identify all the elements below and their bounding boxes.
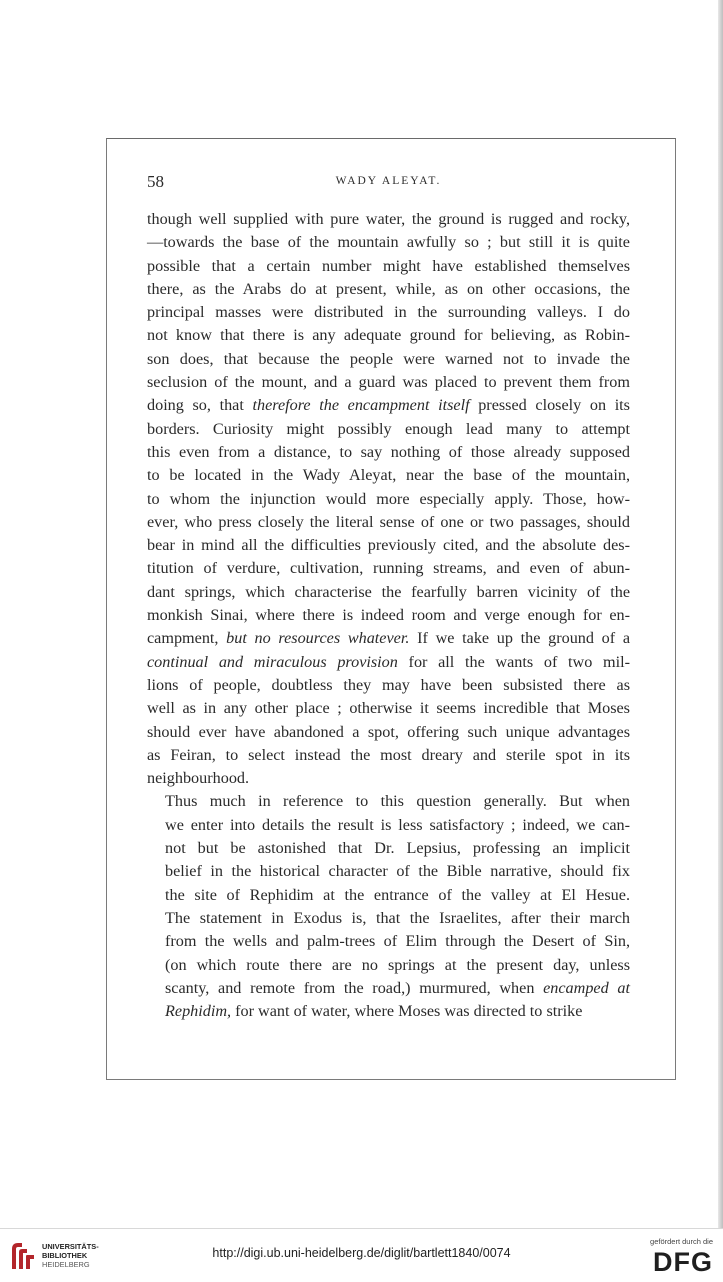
text-segment: pressed closely on its: [469, 396, 630, 415]
text-segment: for want of water, where Moses was directed to strike: [231, 1002, 583, 1021]
text-segment: The statement in Exodus is, that the Israelites, after their march: [165, 908, 630, 927]
text-line: [147, 697, 630, 720]
library-name-line2: BIBLIOTHEK: [42, 1251, 88, 1260]
library-name-line3: HEIDELBERG: [42, 1260, 90, 1269]
text-segment: to whom the injunction would more especially apply. Those, how-: [147, 489, 630, 508]
text-line: [147, 255, 630, 278]
text-line: [147, 348, 630, 371]
text-line: [147, 884, 630, 907]
text-segment: principal masses were distributed in the surrounding valleys. I do: [147, 303, 630, 322]
text-line: [147, 907, 630, 930]
text-segment: borders. Curiosity might possibly enough lead many to attempt: [147, 419, 630, 438]
text-line: [147, 744, 630, 767]
text-line: [147, 814, 630, 837]
text-segment: monkish Sinai, where there is indeed room and verge enough for en-: [147, 606, 630, 625]
text-segment: though well supplied with pure water, the ground is rugged and rocky,: [147, 210, 630, 228]
text-segment: titution of verdure, cultivation, running streams, and even of abun-: [147, 559, 630, 578]
text-segment: well as in any other place ; otherwise it seems incredible that Moses: [147, 699, 630, 718]
text-segment: there, as the Arabs do at present, while, as on other occasions, the: [147, 279, 630, 298]
text-line: [147, 1000, 630, 1023]
text-segment: to be located in the Wady Aleyat, near the base of the mountain,: [147, 466, 630, 485]
text-line: [147, 464, 630, 487]
text-segment: If we take up the ground of a: [409, 629, 631, 648]
text-line: [147, 488, 630, 511]
paragraph: [147, 208, 630, 790]
paragraph: [147, 790, 630, 1023]
text-segment: for all the wants of two mil-: [397, 652, 630, 671]
text-segment: belief in the historical character of the Bible narrative, should fix: [165, 862, 630, 881]
text-line: [147, 534, 630, 557]
text-line: [147, 418, 630, 441]
body-text: [147, 208, 630, 1023]
text-line: [147, 954, 630, 977]
italic-segment: continual and miraculous provision: [147, 652, 398, 671]
text-segment: (on which route there are no springs at the present day, unless: [165, 955, 630, 974]
text-line: [147, 674, 630, 697]
text-segment: campment,: [147, 629, 227, 648]
text-line: [147, 721, 630, 744]
text-line: [147, 208, 630, 231]
text-segment: dant springs, which characterise the fearfully barren vicinity of the: [147, 582, 630, 601]
italic-segment: therefore the encampment itself: [252, 396, 470, 415]
text-line: [147, 860, 630, 883]
permalink-url[interactable]: http://digi.ub.uni-heidelberg.de/diglit/bartlett1840/0074: [212, 1246, 511, 1260]
text-segment: we enter into details the result is less satisfactory ; indeed, we can-: [165, 815, 630, 834]
text-line: [147, 790, 630, 813]
text-line: [147, 581, 630, 604]
text-line: [147, 627, 630, 650]
text-segment: lions of people, doubtless they may have been subsisted there as: [147, 675, 630, 694]
text-line: [147, 394, 630, 417]
text-segment: bear in mind all the difficulties previously cited, and the absolute des-: [147, 536, 630, 555]
text-segment: scanty, and remote from the road,) murmured, when: [165, 978, 544, 997]
italic-segment: but no resources whatever.: [226, 629, 410, 648]
library-name-line1: UNIVERSITÄTS-: [42, 1242, 99, 1251]
text-line: [147, 278, 630, 301]
text-segment: seclusion of the mount, and a guard was placed to prevent them from: [147, 373, 630, 392]
text-line: [147, 557, 630, 580]
dfg-logo[interactable]: DFG: [653, 1247, 713, 1277]
text-line: [147, 930, 630, 953]
page-edge-shadow: [718, 0, 723, 1228]
text-line: [147, 324, 630, 347]
text-segment: son does, that because the people were warned not to invade the: [147, 349, 630, 368]
text-line: [147, 301, 630, 324]
text-segment: Thus much in reference to this question generally. But when: [165, 792, 630, 811]
text-segment: doing so, that: [147, 396, 253, 415]
text-segment: ever, who press closely the literal sense of one or two passages, should: [147, 512, 630, 531]
text-segment: from the wells and palm-trees of Elim through the Desert of Sin,: [165, 932, 630, 951]
text-segment: not but be astonished that Dr. Lepsius, professing an implicit: [165, 839, 630, 858]
text-segment: neighbourhood.: [147, 769, 250, 788]
text-line: [147, 511, 630, 534]
text-line: [147, 651, 630, 674]
text-line: [147, 767, 630, 790]
text-segment: the site of Rephidim at the entrance of the valley at El Hesue.: [165, 885, 630, 904]
page-number: 58: [147, 172, 164, 191]
text-segment: this even from a distance, to say nothing of those already supposed: [147, 442, 630, 461]
text-line: [147, 837, 630, 860]
text-line: [147, 231, 630, 254]
text-line: [147, 371, 630, 394]
running-head: WADY ALEYAT.: [335, 175, 442, 187]
text-segment: should ever have abandoned a spot, offering such unique advantages: [147, 722, 630, 741]
text-line: [147, 977, 630, 1000]
page-header: [147, 172, 630, 192]
italic-segment: Rephidim,: [165, 1002, 232, 1021]
text-segment: not know that there is any adequate ground for believing, as Robin-: [147, 326, 630, 345]
text-segment: —towards the base of the mountain awfully so ; but still it is quite: [147, 233, 630, 252]
text-line: [147, 604, 630, 627]
italic-segment: encamped at: [543, 978, 630, 997]
text-segment: possible that a certain number might have established themselves: [147, 256, 630, 275]
funding-note: gefördert durch die: [650, 1237, 713, 1246]
text-line: [147, 441, 630, 464]
text-segment: as Feiran, to select instead the most dreary and sterile spot in its: [147, 745, 630, 764]
